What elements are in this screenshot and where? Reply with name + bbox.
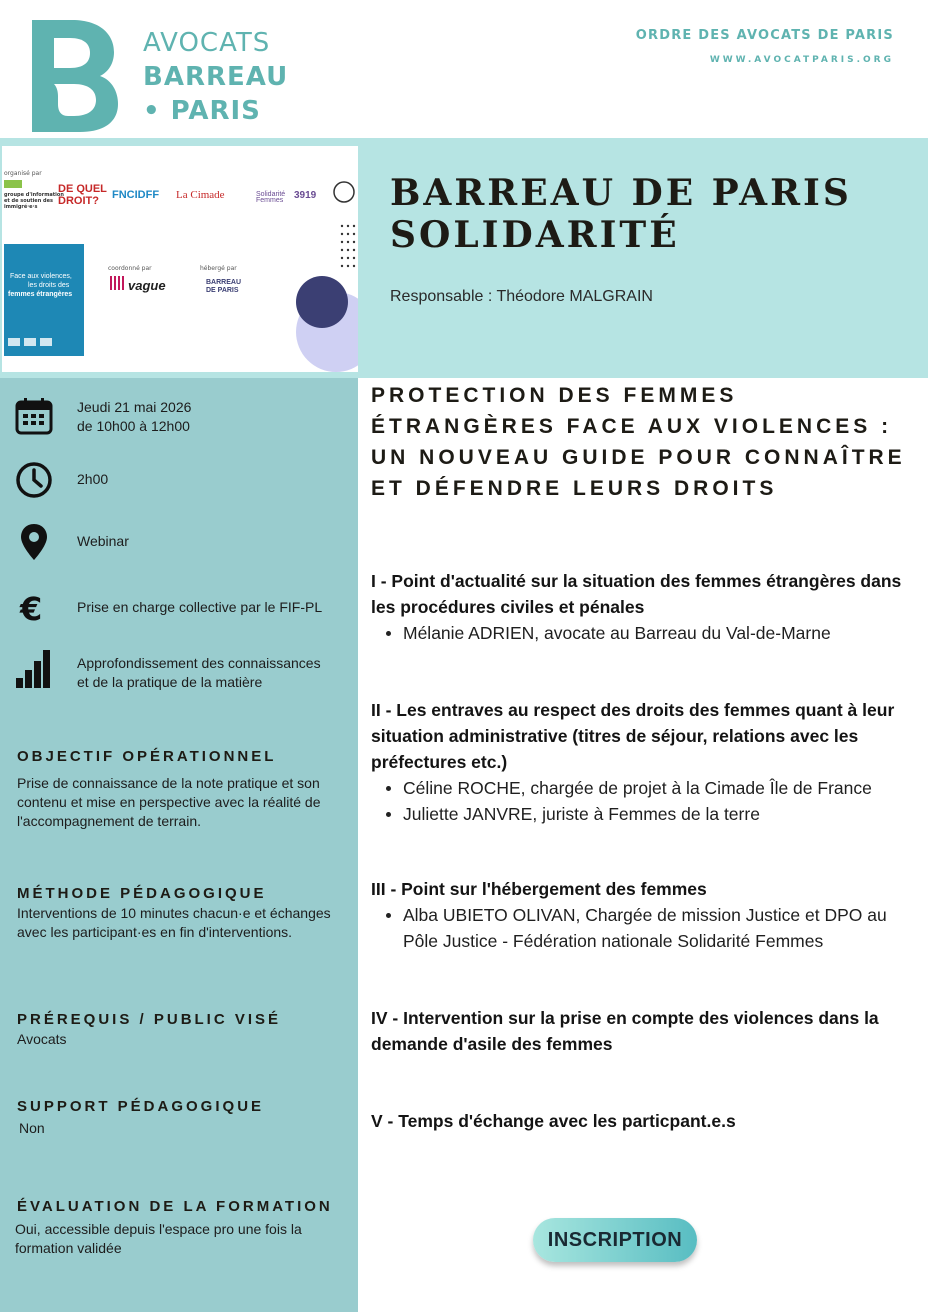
clock-icon [14, 460, 54, 500]
program-part-5 [371, 1108, 911, 1134]
location-text: Webinar [77, 533, 129, 549]
svg-text:Femmes: Femmes [256, 197, 284, 204]
coordonne-par-label: coordonné par [108, 265, 152, 272]
speaker-list [371, 902, 911, 954]
level-line1: Approfondissement des connaissances [77, 655, 321, 671]
program-part-2 [371, 697, 911, 827]
barreau-small-logo: BARREAU [206, 279, 241, 286]
solidarite-femmes-logo: Solidarité [256, 191, 286, 198]
inscription-button[interactable]: INSCRIPTION [533, 1218, 697, 1262]
num-3919-logo: 3919 [294, 190, 317, 201]
duration-text: 2h00 [77, 471, 109, 487]
logo-line-barreau: BARREAU [143, 62, 289, 92]
org-name: ORDRE DES AVOCATS DE PARIS [635, 28, 894, 43]
part-heading: V - Temps d'échange avec les particpant.e.s [371, 1111, 736, 1131]
speaker-item: Mélanie ADRIEN, avocate au Barreau du Val-de-Marne [371, 620, 911, 646]
dots-decoration [341, 225, 355, 267]
speaker-list [371, 775, 911, 827]
dequel-logo: DE QUEL [58, 183, 107, 195]
methode-text: Interventions de 10 minutes chacun·e et échanges avec les participant·es en fin d'interventions. [17, 905, 331, 940]
speaker-list [371, 620, 911, 646]
banner-title-line2: SOLIDARITÉ [390, 214, 680, 256]
speaker-item: Alba UBIETO OLIVAN, Chargée de mission Justice et DPO au Pôle Justice - Fédération nationale Solidarité Femmes [371, 902, 911, 954]
logo-line-avocats: AVOCATS [143, 28, 271, 58]
level-line2: et de la pratique de la matière [77, 674, 263, 690]
prerequis-text: Avocats [17, 1031, 67, 1047]
objectif-title: OBJECTIF OPÉRATIONNEL [17, 748, 277, 765]
decor-dark-circle [296, 276, 348, 328]
euro-icon [14, 588, 54, 628]
sidebar [0, 378, 358, 1312]
part-heading: I - Point d'actualité sur la situation des femmes étrangères dans les procédures civiles et pénales [371, 571, 902, 617]
evaluation-title: ÉVALUATION DE LA FORMATION [17, 1198, 333, 1215]
main-title: PROTECTION DES FEMMES ÉTRANGÈRES FACE AUX VIOLENCES : UN NOUVEAU GUIDE POUR CONNAÎTRE ET DÉFENDRE LEURS DROITS [371, 384, 906, 500]
barreau-logo-icon [28, 16, 120, 134]
speaker-item: Céline ROCHE, chargée de projet à la Cimade Île de France [371, 775, 911, 801]
logo-wordmark [143, 26, 288, 128]
svg-text:€: € [20, 590, 43, 628]
header-org-block [636, 28, 894, 65]
svg-text:DROIT?: DROIT? [58, 195, 99, 207]
methode-title: MÉTHODE PÉDAGOGIQUE [17, 885, 267, 902]
svg-text:Face aux violences,: Face aux violences, [10, 273, 72, 280]
banner-title [390, 172, 852, 256]
level-bars-icon [14, 648, 54, 688]
lavague-logo [110, 276, 166, 293]
fncidff-logo: FNCIDFF [112, 189, 160, 201]
partners-logos-image [2, 146, 358, 372]
program-part-3 [371, 876, 911, 954]
location-pin-icon [14, 522, 54, 562]
globe-logo-icon [334, 182, 354, 202]
gisti-label: groupe d'information [4, 192, 64, 198]
svg-text:les droits des: les droits des [28, 282, 70, 289]
cimade-logo: La Cimade [176, 189, 225, 201]
funding-text: Prise en charge collective par le FIF-PL [77, 599, 323, 615]
support-title: SUPPORT PÉDAGOGIQUE [17, 1098, 265, 1115]
objectif-text: Prise de connaissance de la note pratique et son contenu et mise en perspective avec la réalité de l'accompagnement de terrain. [17, 775, 321, 829]
banner-title-line1: BARREAU DE PARIS [390, 172, 852, 214]
program-part-1 [371, 568, 911, 646]
evaluation-text: Oui, accessible depuis l'espace pro une fois la formation validée [15, 1221, 302, 1256]
partners-collage [2, 146, 358, 372]
part-heading: III - Point sur l'hébergement des femmes [371, 879, 707, 899]
part-heading: II - Les entraves au respect des droits des femmes quant à leur situation administrative (titres de séjour, relations avec les préfectures etc.) [371, 700, 895, 772]
svg-text:vague: vague [128, 278, 166, 293]
date-line1: Jeudi 21 mai 2026 [77, 399, 192, 415]
calendar-icon [14, 396, 54, 436]
date-text [77, 398, 191, 436]
speaker-item: Juliette JANVRE, juriste à Femmes de la terre [371, 801, 911, 827]
program-part-4 [371, 1005, 911, 1057]
organise-par-label: organisé par [4, 170, 42, 177]
date-line2: de 10h00 à 12h00 [77, 418, 190, 434]
svg-text:et de soutien des: et de soutien des [4, 198, 53, 204]
gisti-logo-icon [4, 180, 22, 188]
prerequis-title: PRÉREQUIS / PUBLIC VISÉ [17, 1011, 282, 1028]
svg-text:DE PARIS: DE PARIS [206, 287, 239, 294]
level-text [77, 654, 321, 692]
heberge-par-label: hébergé par [200, 265, 237, 272]
part-heading: IV - Intervention sur la prise en compte des violences dans la demande d'asile des femmes [371, 1008, 879, 1054]
responsible-text: Responsable : Théodore MALGRAIN [390, 288, 653, 305]
svg-text:femmes étrangères: femmes étrangères [8, 291, 73, 298]
org-website[interactable]: WWW.AVOCATPARIS.ORG [709, 55, 894, 65]
support-text: Non [19, 1120, 45, 1136]
svg-text:immigré·e·s: immigré·e·s [4, 204, 38, 210]
logo-line-paris: • PARIS [143, 96, 261, 126]
